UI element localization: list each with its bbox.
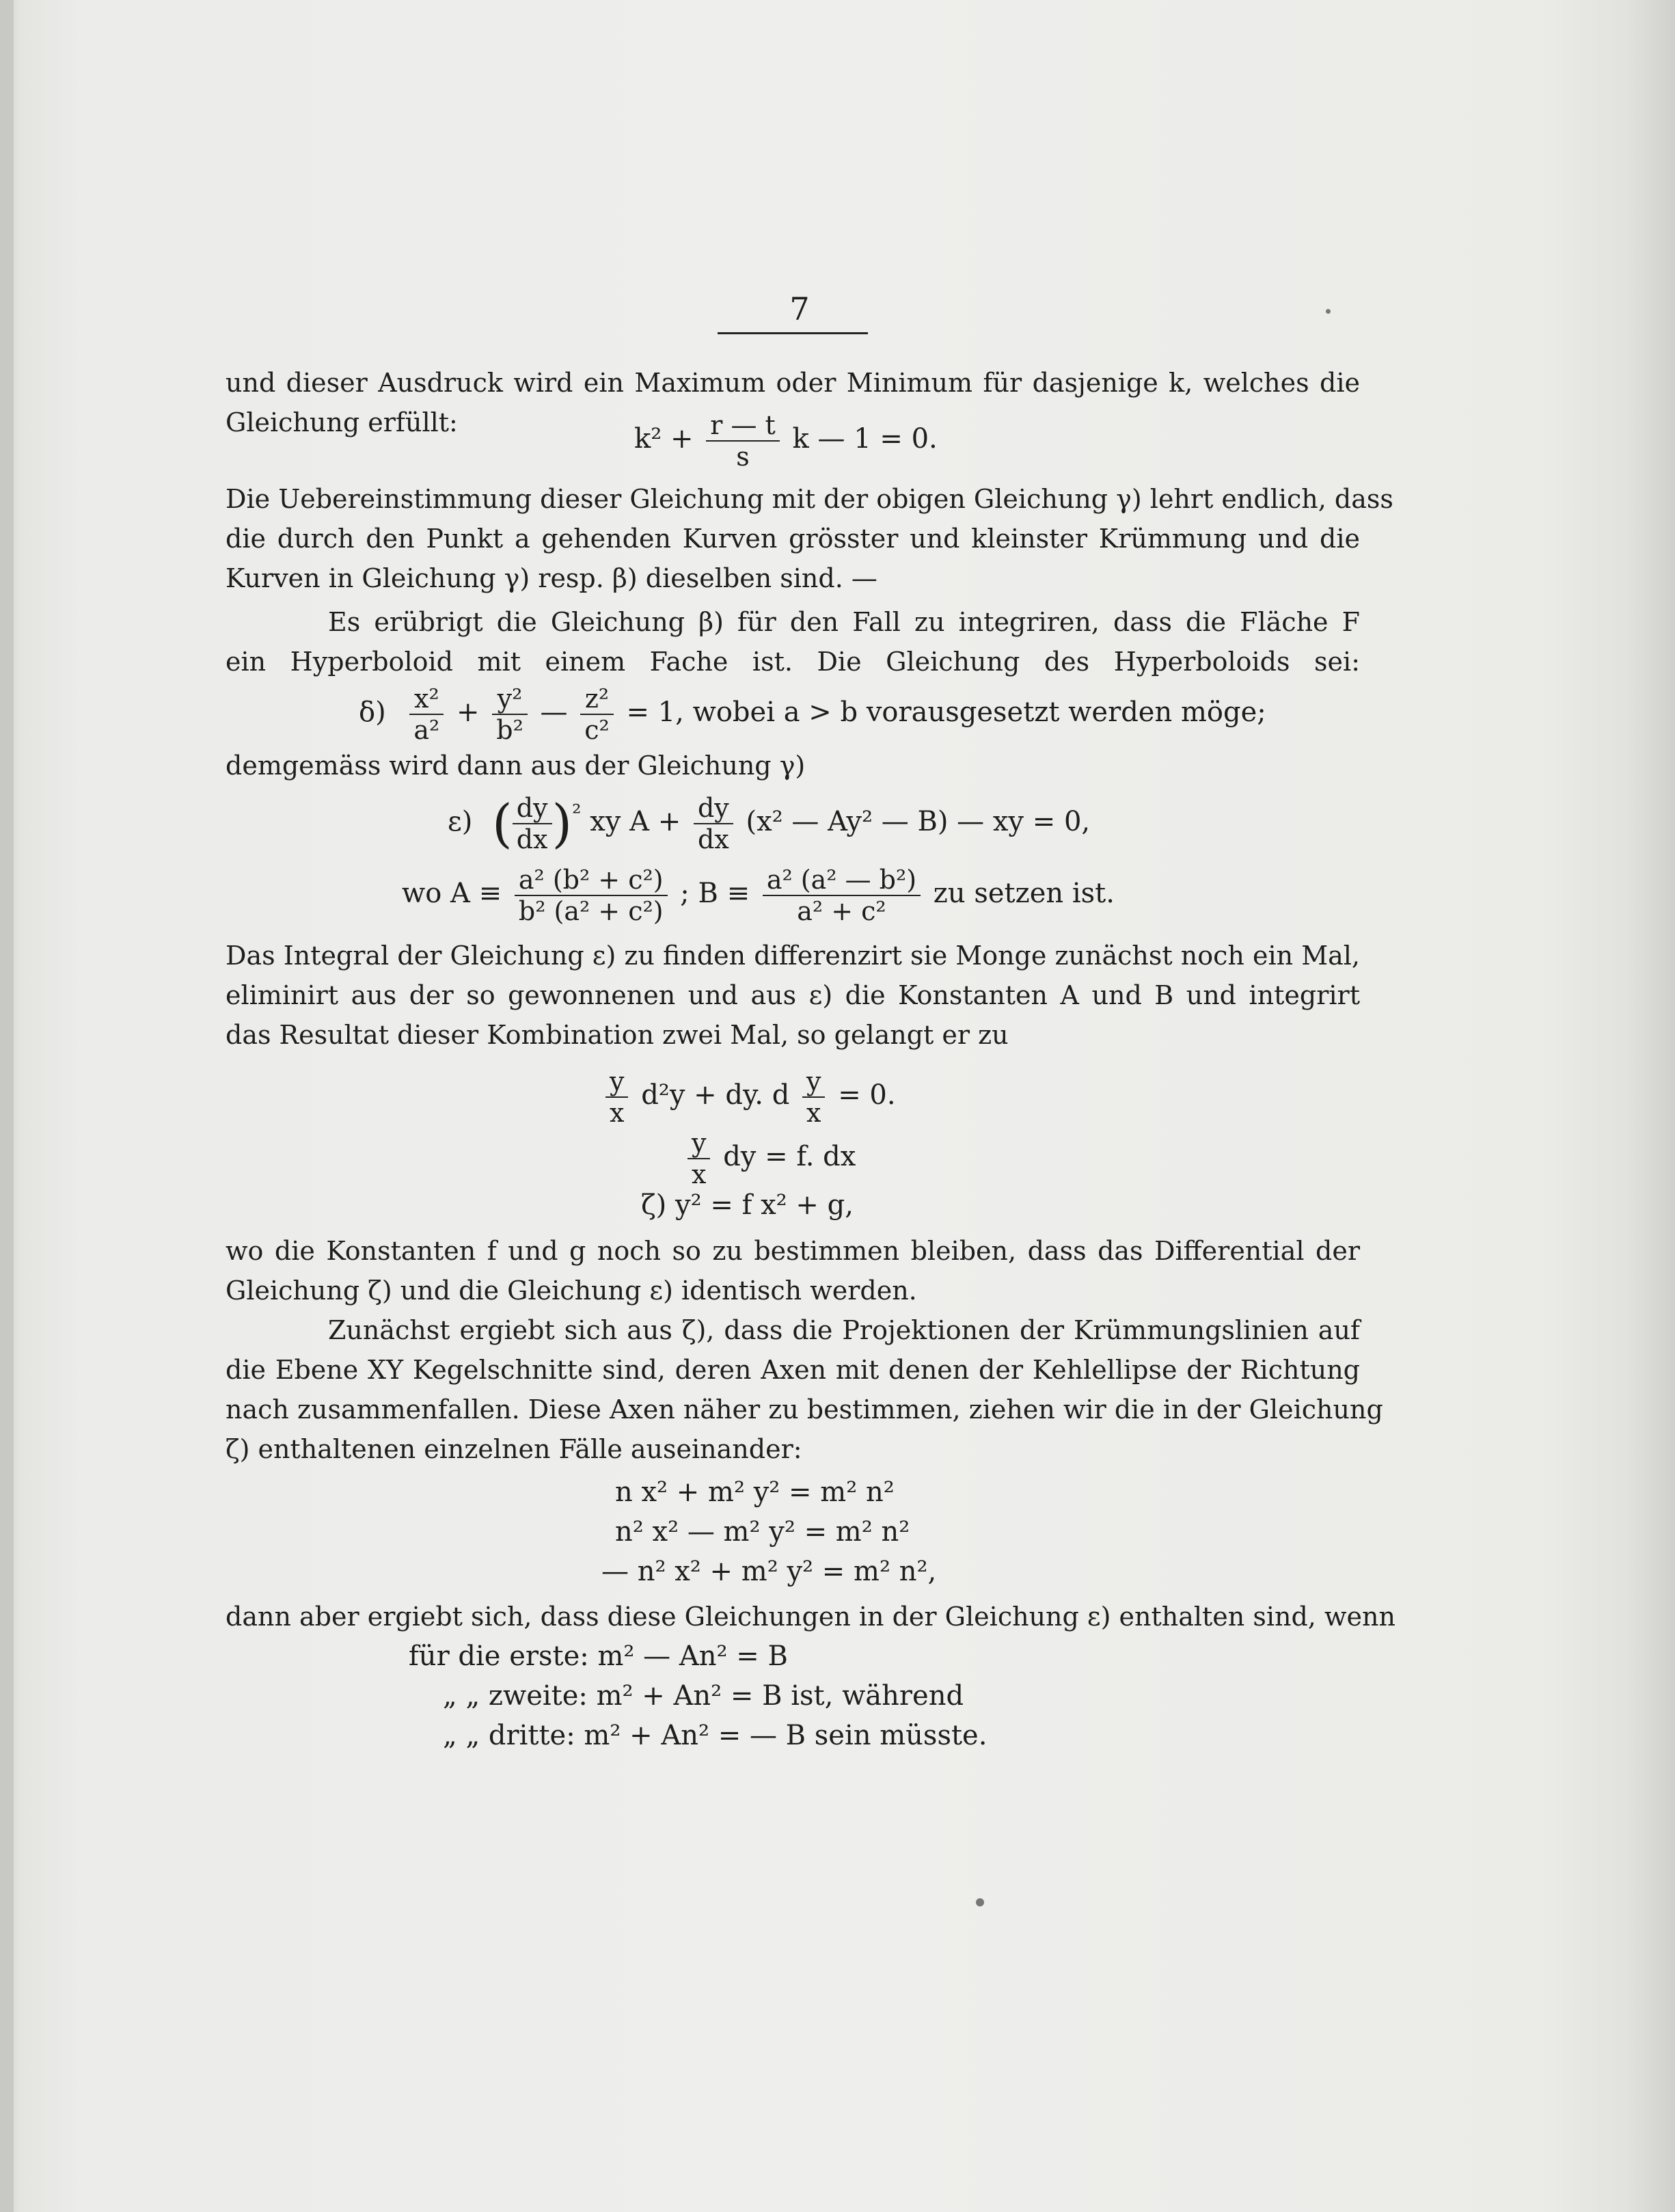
text-line: demgemäss wird dann aus der Gleichung γ) bbox=[226, 751, 806, 781]
eq-y-over-x: $\frac{y}{x}$ bbox=[687, 1128, 710, 1189]
eq-k-fraction: $\frac{r — t}{s}$ bbox=[706, 410, 780, 472]
text-line: die Ebene XY Kegelschnitte sind, deren Axen mit denen der Kehlellipse der Richtung bbox=[226, 1355, 1360, 1385]
eq-k-right: k — 1 = 0. bbox=[792, 423, 938, 455]
eq-k-left: k² + bbox=[634, 423, 694, 455]
equation-k bbox=[634, 410, 938, 472]
eq-B-fraction: $\frac{\text{a² (a² — b²)}}{\text{a² + c²}}$ bbox=[763, 865, 921, 926]
equation-case-2: n² x² — m² y² = m² n² bbox=[615, 1516, 910, 1548]
eq-y-over-x: $\frac{y}{x}$ bbox=[605, 1066, 628, 1128]
equation-zeta: ζ) y² = f x² + g, bbox=[641, 1189, 854, 1221]
text-line: Das Integral der Gleichung ε) zu finden differenzirt sie Monge zunächst noch ein Mal, bbox=[226, 941, 1360, 971]
scan-left-edge bbox=[0, 0, 14, 2212]
eq-A-fraction: $\frac{\text{a² (b² + c²)}}{\text{b² (a² + c²)}}$ bbox=[515, 865, 668, 926]
eq-delta-frac-z: $\frac{\text{z²}}{\text{c²}}$ bbox=[580, 684, 614, 745]
equation-integral-1: $\frac{y}{x}$ d²y + dy. d $\frac{y}{x}$ = 0. bbox=[601, 1066, 896, 1128]
condition-2: „ „ zweite: m² + An² = B ist, während bbox=[443, 1680, 964, 1712]
text-line: und dieser Ausdruck wird ein Maximum oder Minimum für dasjenige k, welches die bbox=[226, 368, 1360, 398]
equation-wo: wo A ≡ $\frac{\text{a² (b² + c²)}}{\text{b² (a² + c²)}}$ ; B ≡ $\frac{\text{a² (a² — b²)}}{\text{a² + c²}}$ zu setzen ist. bbox=[402, 865, 1115, 926]
text-line: dann aber ergiebt sich, dass diese Gleichungen in der Gleichung ε) enthalten sind, wenn bbox=[226, 1602, 1395, 1632]
eq-eps-dydx-2: $\frac{dy}{dx}$ bbox=[694, 793, 733, 854]
text-line: die durch den Punkt a gehenden Kurven grösster und kleinster Krümmung und die bbox=[226, 524, 1360, 554]
text-line: eliminirt aus der so gewonnenen und aus ε) die Konstanten A und B und integrirt bbox=[226, 980, 1360, 1010]
text-line: Kurven in Gleichung γ) resp. β) dieselben sind. — bbox=[226, 563, 877, 593]
text-line: ein Hyperboloid mit einem Fache ist. Die Gleichung des Hyperboloids sei: bbox=[226, 647, 1360, 677]
condition-1: für die erste: m² — An² = B bbox=[409, 1641, 788, 1672]
text-line: das Resultat dieser Kombination zwei Mal, so gelangt er zu bbox=[226, 1020, 1009, 1050]
text-line: Zunächst ergiebt sich aus ζ), dass die Projektionen der Krümmungslinien auf bbox=[328, 1315, 1360, 1345]
text-line: Gleichung ζ) und die Gleichung ε) identisch werden. bbox=[226, 1276, 917, 1306]
eq-delta-frac-x: $\frac{\text{x²}}{\text{a²}}$ bbox=[409, 684, 444, 745]
text-line: wo die Konstanten f und g noch so zu bestimmen bleiben, dass das Differential der bbox=[226, 1236, 1360, 1266]
text-line: ζ) enthaltenen einzelnen Fälle auseinander: bbox=[226, 1434, 802, 1464]
equation-integral-2: $\frac{y}{x}$ dy = f. dx bbox=[683, 1128, 856, 1189]
page-number-rule bbox=[718, 332, 868, 334]
text-line: nach zusammenfallen. Diese Axen näher zu bestimmen, ziehen wir die in der Gleichung bbox=[226, 1394, 1383, 1425]
ink-speck bbox=[1326, 309, 1331, 314]
eq-eps-dydx: $\frac{dy}{dx}$ bbox=[513, 793, 552, 854]
equation-epsilon: ε) ( $\frac{dy}{dx}$ )$^{^2}$ xy A + $\frac{dy}{dx}$ (x² — Ay² — B) — xy = 0, bbox=[448, 793, 1091, 854]
equation-case-1: n x² + m² y² = m² n² bbox=[615, 1476, 895, 1508]
condition-3: „ „ dritte: m² + An² = — B sein müsste. bbox=[443, 1720, 988, 1751]
text-line: Die Uebereinstimmung dieser Gleichung mit der obigen Gleichung γ) lehrt endlich, dass bbox=[226, 484, 1393, 514]
scan-right-shadow bbox=[1627, 0, 1675, 2212]
equation-delta: δ) $\frac{\text{x²}}{\text{a²}}$ + $\frac{\text{y²}}{\text{b²}}$ — $\frac{\text{z²}}{\text{c²}}$ = 1, wobei a > b vorausgesetzt werden möge; bbox=[359, 684, 1266, 745]
page-number: 7 bbox=[789, 291, 810, 327]
eq-delta-frac-y: $\frac{\text{y²}}{\text{b²}}$ bbox=[492, 684, 528, 745]
ink-speck bbox=[976, 1898, 984, 1906]
equation-case-3: — n² x² + m² y² = m² n², bbox=[601, 1556, 937, 1587]
text-line: Gleichung erfüllt: bbox=[226, 407, 458, 437]
eq-y-over-x: $\frac{y}{x}$ bbox=[802, 1066, 825, 1128]
text-line: Es erübrigt die Gleichung β) für den Fall zu integriren, dass die Fläche F bbox=[328, 607, 1360, 637]
